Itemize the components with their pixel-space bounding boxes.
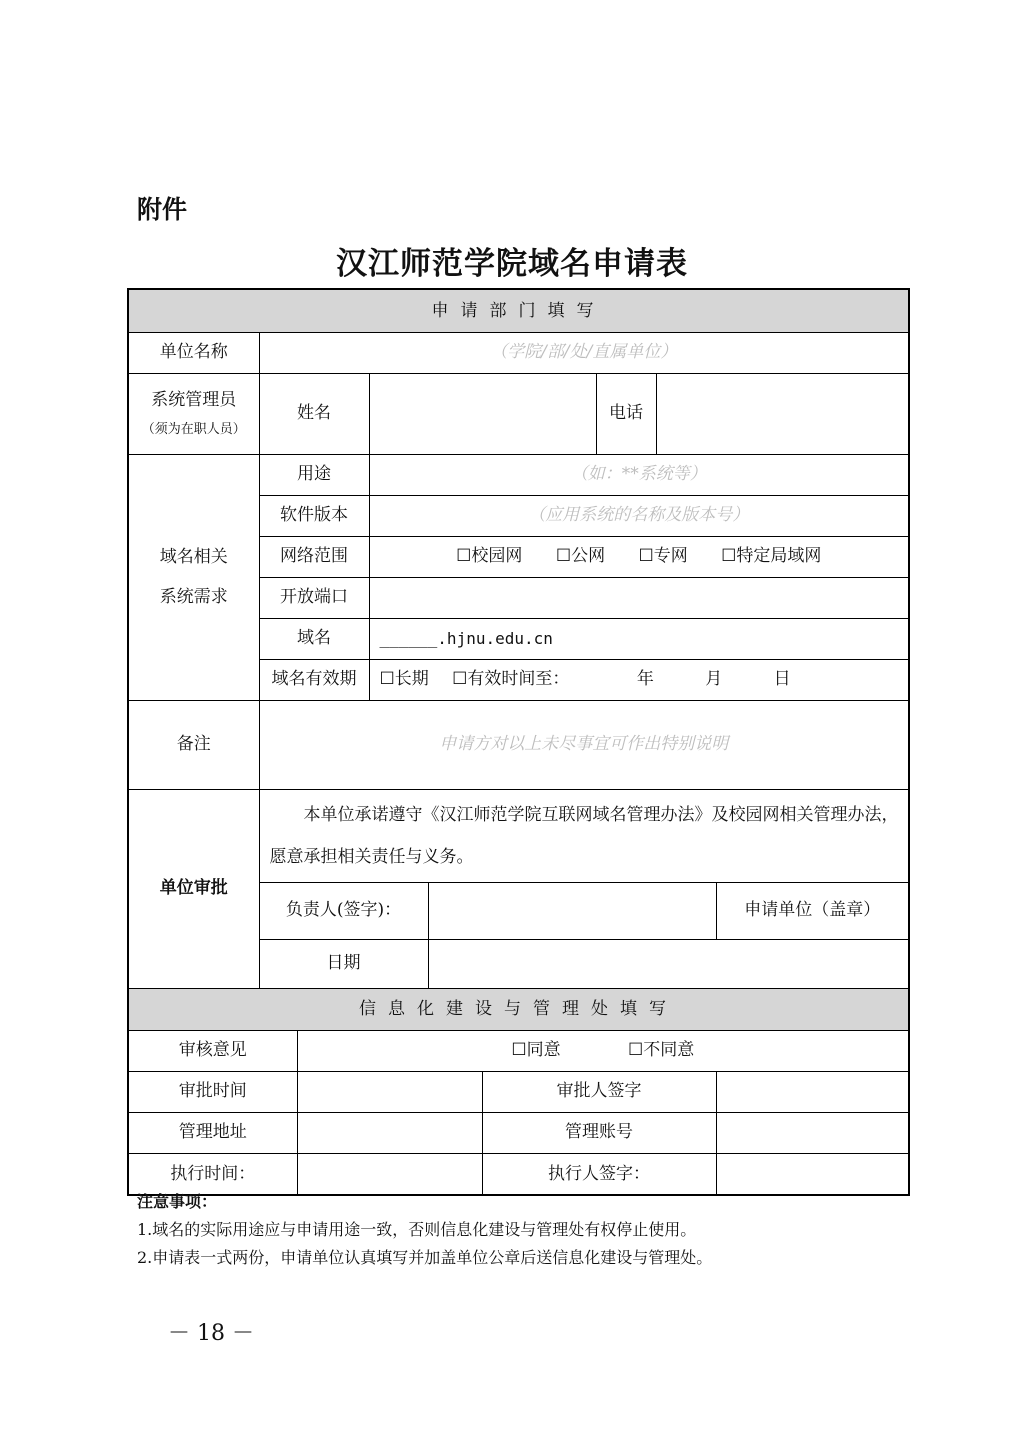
note-item-2: 2.申请表一式两份，申请单位认真填写并加盖单位公章后送信息化建设与管理处。 [137,1248,713,1267]
page-number: － 18 － [168,1321,254,1346]
domain-req-label-line2: 系统需求 [159,587,228,607]
approve-time-label: 审批时间 [128,1071,297,1112]
responsible-label: 负责人(签字)： [259,882,428,939]
review-agree-checkbox[interactable]: ☐同意 [511,1040,561,1061]
validity-long-checkbox[interactable]: ☐长期 [379,669,429,690]
remarks-label: 备注 [128,700,259,789]
notes-title: 注意事项： [137,1192,218,1211]
stamp-label: 申请单位（盖章） [716,882,909,939]
exec-time-label: 执行时间： [128,1153,297,1195]
network-option-lan[interactable]: ☐特定局域网 [721,546,822,567]
approve-time-field[interactable] [297,1071,482,1112]
ports-label: 开放端口 [259,577,369,618]
domain-field[interactable] [369,618,909,659]
unit-name-label: 单位名称 [128,332,259,373]
admin-label: 系统管理员 [151,389,237,410]
domain-label: 域名 [259,618,369,659]
network-option-campus[interactable]: ☐校园网 [456,546,523,567]
network-option-private[interactable]: ☐专网 [638,546,688,567]
admin-label-cell [128,373,259,454]
admin-name-label: 姓名 [259,373,369,454]
review-disagree-checkbox[interactable]: ☐不同意 [627,1040,695,1061]
review-options [297,1030,909,1071]
software-hint: （应用系统的名称及版本号） [528,505,750,526]
network-option-public[interactable]: ☐公网 [555,546,606,567]
admin-phone-field[interactable] [656,373,909,454]
approval-pledge [259,789,909,882]
approval-date-label: 日期 [259,939,428,988]
admin-phone-label: 电话 [596,373,656,454]
purpose-label: 用途 [259,454,369,495]
software-label: 软件版本 [259,495,369,536]
validity-year: 年 [636,669,654,690]
unit-name-hint: （学院/部/处/直属单位） [490,342,678,363]
remarks-hint: 申请方对以上未尽事宜可作出特别说明 [439,734,729,755]
validity-until-checkbox[interactable]: ☐有效时间至： [452,669,570,690]
network-options [369,536,909,577]
approval-label: 单位审批 [128,789,259,988]
mgmt-address-label: 管理地址 [128,1112,297,1153]
domain-application-form [127,288,910,1196]
review-label: 审核意见 [128,1030,297,1071]
purpose-hint: （如：**系统等） [570,464,707,485]
admin-name-field[interactable] [369,373,596,454]
domain-req-label-line1: 域名相关 [159,547,228,567]
executor-sign-field[interactable] [716,1153,909,1195]
mgmt-account-label: 管理账号 [482,1112,716,1153]
domain-value: ______.hjnu.edu.cn [379,628,553,648]
software-field[interactable] [369,495,909,536]
admin-note: （须为在职人员） [141,421,246,437]
mgmt-account-field[interactable] [716,1112,909,1153]
ports-field[interactable] [369,577,909,618]
purpose-field[interactable] [369,454,909,495]
validity-label: 域名有效期 [259,659,369,700]
remarks-field[interactable] [259,700,909,789]
approval-date-field[interactable] [428,939,909,988]
section-header-it-office: 信息化建设与管理处填写 [128,988,909,1030]
responsible-sign-field[interactable] [428,882,716,939]
network-label: 网络范围 [259,536,369,577]
form-title: 汉江师范学院域名申请表 [336,246,688,282]
approver-sign-label: 审批人签字 [482,1071,716,1112]
validity-month: 月 [705,669,723,690]
executor-sign-label: 执行人签字： [482,1153,716,1195]
validity-options [369,659,909,700]
section-header-applicant: 申请部门填写 [128,289,909,332]
approval-pledge-text: 本单位承诺遵守《汉江师范学院互联网域名管理办法》及校园网相关管理办法，愿意承担相关责任与义务。 [269,804,899,867]
note-item-1: 1.域名的实际用途应与申请用途一致，否则信息化建设与管理处有权停止使用。 [137,1220,697,1239]
unit-name-field[interactable] [259,332,909,373]
approver-sign-field[interactable] [716,1071,909,1112]
attachment-label: 附件 [137,195,188,224]
notes-section [137,1188,712,1272]
validity-day: 日 [773,669,791,690]
mgmt-address-field[interactable] [297,1112,482,1153]
domain-req-label-cell [128,454,259,700]
